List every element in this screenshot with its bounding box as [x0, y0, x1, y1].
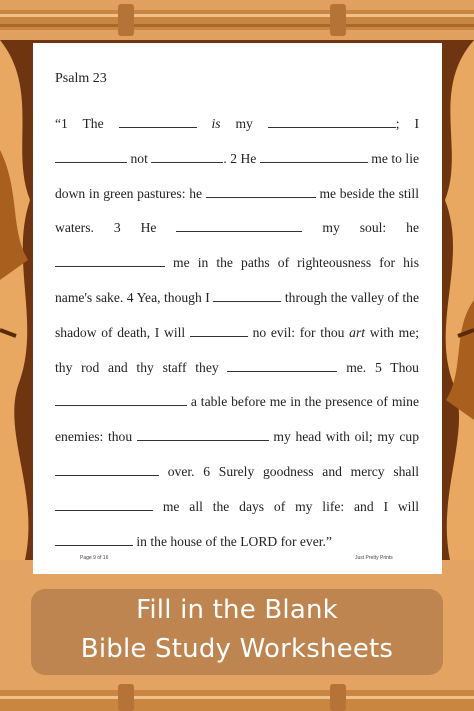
- answer-blank[interactable]: [137, 426, 269, 441]
- italic-word: art: [349, 324, 366, 340]
- answer-blank[interactable]: [260, 148, 368, 163]
- answer-blank[interactable]: [151, 148, 223, 163]
- passage-text: not: [127, 150, 152, 166]
- answer-blank[interactable]: [176, 217, 302, 232]
- answer-blank[interactable]: [55, 252, 165, 267]
- answer-blank[interactable]: [119, 113, 197, 128]
- passage-text: me beside the still waters. 3 He: [55, 185, 419, 236]
- passage-text: . 2 He: [223, 150, 260, 166]
- answer-blank[interactable]: [55, 461, 159, 476]
- passage-text: [197, 116, 212, 131]
- passage-text: over. 6 Surely goodness and mercy shall: [159, 463, 419, 479]
- answer-blank[interactable]: [55, 391, 187, 406]
- page-number: Page 9 of 16: [80, 555, 109, 561]
- psalm-passage: [55, 107, 419, 559]
- passage-text: me in the paths of righteousness for his name's sake. 4 Yea, though I: [55, 255, 419, 305]
- answer-blank[interactable]: [206, 183, 316, 198]
- passage-text: me all the days of my life: and I will: [153, 498, 419, 514]
- passage-text: me. 5 Thou: [337, 359, 419, 375]
- passage-text: my soul: he: [302, 220, 419, 236]
- passage-text: me to lie down in green pastures: he: [55, 150, 420, 201]
- worksheet-title: Psalm 23: [55, 71, 107, 86]
- answer-blank[interactable]: [213, 287, 281, 302]
- passage-text: “1 The: [55, 116, 119, 131]
- answer-blank[interactable]: [55, 496, 153, 511]
- banner-line-2: Bible Study Worksheets: [80, 634, 394, 664]
- passage-text: a table before me in the presence of mine enemies: thou: [55, 394, 419, 445]
- passage-text: through the valley of the shadow of death, I will: [55, 289, 419, 340]
- answer-blank[interactable]: [268, 113, 396, 128]
- title-banner: [31, 589, 443, 675]
- passage-text: with me; thy rod and thy staff they: [55, 324, 420, 375]
- banner-line-1: Fill in the Blank: [136, 595, 338, 625]
- answer-blank[interactable]: [55, 148, 127, 163]
- answer-blank[interactable]: [190, 322, 248, 337]
- italic-word: is: [211, 116, 221, 131]
- brand-credit: Just Pretty Prints: [355, 555, 393, 561]
- passage-text: in the house of the LORD for ever.”: [133, 533, 332, 549]
- passage-text: ; I: [395, 116, 420, 131]
- passage-text: my: [220, 116, 268, 131]
- passage-text: my head with oil; my cup: [268, 429, 419, 445]
- answer-blank[interactable]: [227, 357, 337, 372]
- passage-text: no evil: for thou: [247, 324, 350, 340]
- answer-blank[interactable]: [55, 531, 133, 546]
